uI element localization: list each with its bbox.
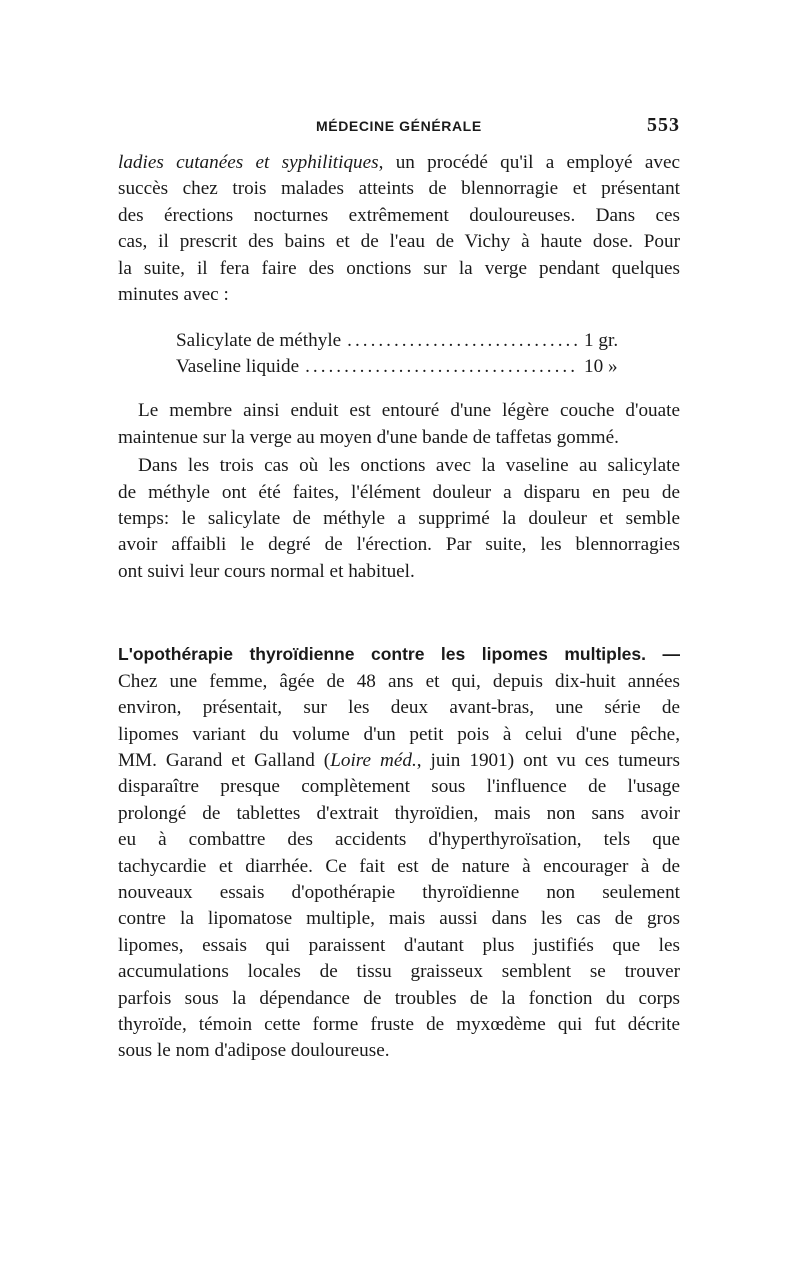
text-line: ont suivi leur cours normal et habituel. (118, 560, 415, 582)
text-line: Le membre ainsi enduit est entouré d'une légère couche d'ouate (138, 400, 680, 422)
text-line: prolongé de tablettes d'extrait thyroïdien, mais non sans avoir (118, 802, 680, 824)
text-line: lipomes variant du volume d'un petit pois à celui d'une pêche, (118, 723, 680, 745)
section-separator (118, 585, 680, 641)
text-line: environ, présentait, sur les deux avant-bras, une série de (118, 697, 680, 719)
text-line: temps: le salicylate de méthyle a supprimé la douleur et semble (118, 508, 680, 530)
text-line: tachycardie et diarrhée. Ce fait est de nature à encourager à de (118, 855, 680, 877)
text-line: parfois sous la dépendance de troubles de la fonction du corps (118, 987, 680, 1009)
text-line: avoir affaibli le degré de l'érection. Par suite, les blennorragies (118, 534, 680, 556)
text-line: thyroïde, témoin cette forme fruste de myxœdème qui fut décrite (118, 1013, 680, 1035)
formula-row (176, 354, 634, 380)
text-line: Dans les trois cas où les onctions avec la vaseline au salicylate (138, 455, 680, 477)
text-line: accumulations locales de tissu graisseux semblent se trouver (118, 961, 680, 983)
formula-ingredient: Vaseline liquide (176, 356, 300, 378)
text-line: Chez une femme, âgée de 48 ans et qui, depuis dix-huit années (118, 670, 680, 692)
paragraph-dressing (118, 398, 680, 451)
section-title: L'opothérapie thyroïdienne contre les lipomes multiples. — (118, 644, 680, 665)
running-head (118, 112, 680, 142)
dot-leader (347, 328, 578, 354)
text-line: lipomes, essais qui paraissent d'autant plus justifiés que les (118, 934, 680, 956)
text-line: cas, il prescrit des bains et de l'eau de Vichy à haute dose. Pour (118, 231, 680, 253)
paragraph-intro (118, 150, 680, 308)
journal-title: Loire méd. (330, 749, 417, 771)
prescription-formula (176, 328, 634, 380)
section-thyroid-therapy (118, 641, 680, 1065)
text-line: sous le nom d'adipose douloureuse. (118, 1040, 390, 1062)
text-line: disparaître presque complètement sous l'influence de l'usage (118, 776, 680, 798)
text-line: nouveaux essais d'opothérapie thyroïdienne non seulement (118, 881, 680, 903)
text-line: eu à combattre des accidents d'hyperthyroïsation, tels que (118, 829, 680, 851)
text-line: ladies cutanées et syphilitiques, un procédé qu'il a employé avec (118, 152, 680, 173)
text-line: de méthyle ont été faites, l'élément douleur a disparu en peu de (118, 481, 680, 503)
page-number: 553 (647, 114, 680, 136)
formula-row (176, 328, 634, 354)
book-page (118, 112, 680, 1065)
text-line: contre la lipomatose multiple, mais aussi dans les cas de gros (118, 908, 680, 930)
formula-ingredient: Salicylate de méthyle (176, 330, 342, 352)
section-heading (118, 641, 680, 668)
dot-leader (305, 354, 578, 380)
text-line: succès chez trois malades atteints de blennorragie et présentant (118, 178, 680, 200)
formula-quantity: 10 » (584, 356, 618, 378)
text-line: maintenue sur la verge au moyen d'une bande de taffetas gommé. (118, 426, 619, 448)
text-line: MM. Garand et Galland (Loire méd., juin 1901) ont vu ces tumeurs (118, 749, 680, 771)
paragraph-results (118, 453, 680, 585)
text-line: des érections nocturnes extrêmement douloureuses. Dans ces (118, 204, 680, 226)
text-line: minutes avec : (118, 284, 229, 306)
text-line: la suite, il fera faire des onctions sur la verge pendant quelques (118, 257, 680, 279)
formula-quantity: 1 gr. (584, 330, 619, 352)
italic-title: ladies cutanées et syphilitiques (118, 152, 379, 173)
running-title: MÉDECINE GÉNÉRALE (316, 118, 482, 134)
